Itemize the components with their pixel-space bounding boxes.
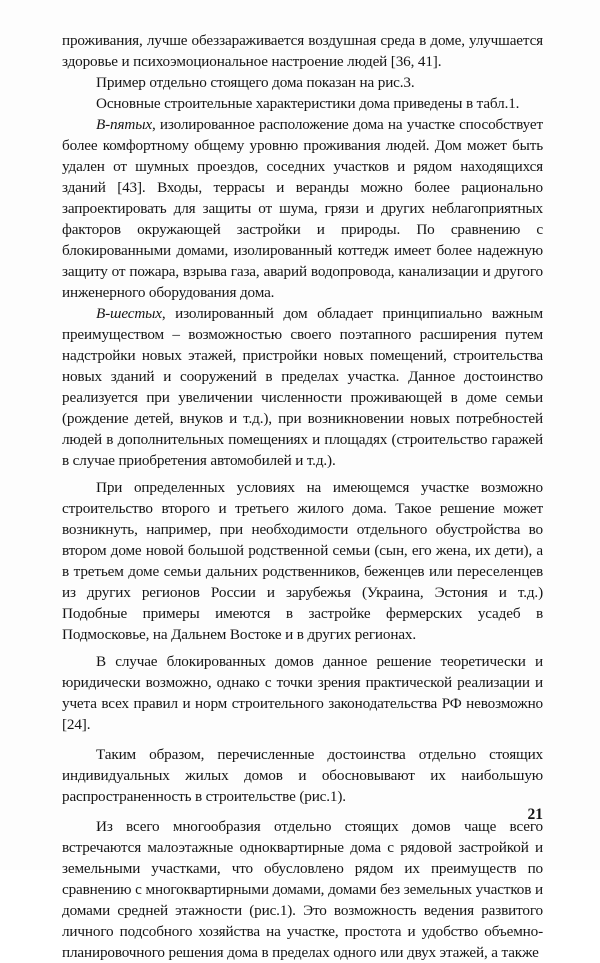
paragraph-lead-italic: В-пятых [96,116,152,133]
paragraph-sixth-advantage: В-шестых, изолированный дом обладает принципиально важным преимуществом – возможностью своего поэтапного расширения путем надстройки новых этажей, пристройки новых помещений, строительства новых зданий и сооружений в пределах участка. Данное достоинство реализуется при увеличении численности проживающей в доме семьи (рождение детей, внуков и т.д.), при возникновении новых потребностей людей в дополнительных помещениях и площадях (строительство гаражей в случае приобретения автомобилей и т.д.). [62,305,543,469]
body-text [62,30,543,963]
paragraph-conclusion: Таким образом, перечисленные достоинства отдельно стоящих индивидуальных жилых домов и обосновывают их наибольшую распространенность в строительстве (рис.1). [62,746,543,805]
paragraph-low-rise-houses: Из всего многообразия отдельно стоящих домов чаще всего встречаются малоэтажные одноквартирные дома с рядовой застройкой и земельными участками, что обусловлено рядом их преимуществ по сравнению с многоквартирными домами, домами без земельных участков и домами средней этажности (рис.1). Это возможность ведения развитого личного подсобного хозяйства на участке, простота и удобство объемно-планировочного решения дома в пределах одного или двух этажей, а также [62,818,543,961]
paragraph-fifth-advantage: В-пятых, изолированное расположение дома на участке способствует более комфортному общему уровню проживания людей. Дом может быть удален от шумных проездов, соседних участков и рядом находящихся зданий [43]. Входы, террасы и веранды можно более рационально запроектировать для защиты от шума, грязи и других неблагоприятных факторов окружающей застройки и природы. По сравнению с блокированными домами, изолированный коттедж имеет более надежную защиту от пожара, взрыва газа, аварий водопровода, канализации и другого инженерного оборудования дома. [62,116,543,301]
paragraph-blocked-houses: В случае блокированных домов данное решение теоретически и юридически возможно, однако с точки зрения практической реализации и учета всех правил и норм строительного законодательства РФ невозможно [24]. [62,653,543,733]
paragraph-lead-italic: В-шестых [96,305,162,322]
paragraph-table-reference: Основные строительные характеристики дома приведены в табл.1. [96,95,520,112]
paragraph-additional-houses: При определенных условиях на имеющемся участке возможно строительство второго и третьего жилого дома. Такое решение может возникнуть, например, при необходимости отдельного обустройства во втором доме новой большой родственной семьи (сын, его жена, их дети), а в третьем доме семьи дальних родственников, беженцев или переселенцев из других регионов России и зарубежья (Украина, Эстония и т.д.) Подобные примеры имеются в застройке фермерских усадеб в Подмосковье, на Дальнем Востоке и в других регионах. [62,479,543,643]
paragraph-continuation: проживания, лучше обеззараживается воздушная среда в доме, улучшается здоровье и психоэмоциональное настроение людей [36, 41]. [62,32,543,70]
page-number: 21 [527,806,543,823]
paragraph-figure-reference: Пример отдельно стоящего дома показан на рис.3. [96,74,415,91]
